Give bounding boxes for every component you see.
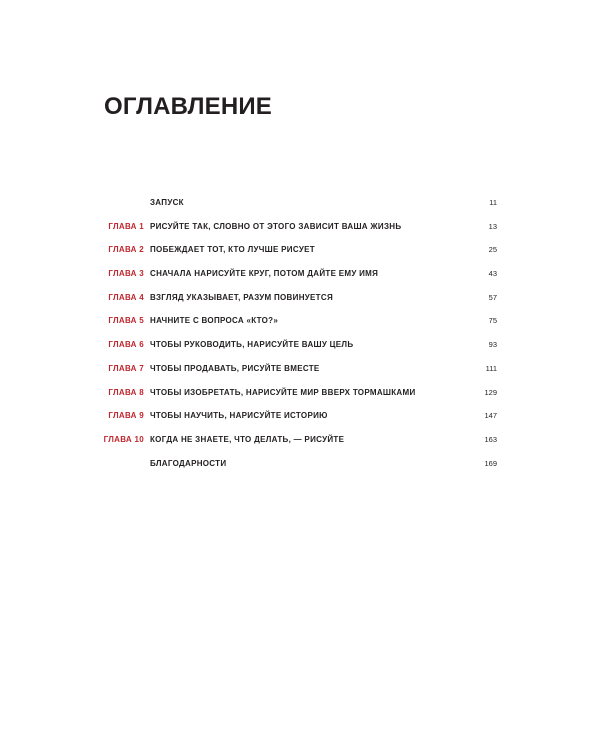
toc-row-acknowledgements <box>0 454 600 478</box>
entry-title: НАЧНИТЕ С ВОПРОСА «КТО?» <box>150 316 279 326</box>
chapter-label: ГЛАВА 8 <box>108 387 144 397</box>
chapter-label: ГЛАВА 9 <box>108 411 144 421</box>
toc-row-chapter-5 <box>0 311 600 335</box>
toc-row-chapter-2 <box>0 240 600 264</box>
page-number: 75 <box>488 316 497 326</box>
entry-title: БЛАГОДАРНОСТИ <box>150 458 227 468</box>
page-number: 163 <box>484 434 497 444</box>
entry-title: КОГДА НЕ ЗНАЕТЕ, ЧТО ДЕЛАТЬ, — РИСУЙТЕ <box>150 434 345 444</box>
toc-row-chapter-10 <box>0 430 600 454</box>
entry-title: СНАЧАЛА НАРИСУЙТЕ КРУГ, ПОТОМ ДАЙТЕ ЕМУ ИМЯ <box>150 269 379 279</box>
chapter-label: ГЛАВА 6 <box>108 340 144 350</box>
chapter-label: ГЛАВА 1 <box>108 221 144 231</box>
chapter-label: ГЛАВА 4 <box>108 292 144 302</box>
entry-title: ЧТОБЫ НАУЧИТЬ, НАРИСУЙТЕ ИСТОРИЮ <box>150 411 328 421</box>
toc-row-chapter-7 <box>0 359 600 383</box>
entry-title: ПОБЕЖДАЕТ ТОТ, КТО ЛУЧШЕ РИСУЕТ <box>150 245 315 255</box>
toc-row-launch <box>0 193 600 217</box>
page-number: 13 <box>488 221 497 231</box>
toc-row-chapter-1 <box>0 217 600 241</box>
entry-title: ВЗГЛЯД УКАЗЫВАЕТ, РАЗУМ ПОВИНУЕТСЯ <box>150 292 333 302</box>
entry-title: ЧТОБЫ РУКОВОДИТЬ, НАРИСУЙТЕ ВАШУ ЦЕЛЬ <box>150 340 354 350</box>
page-number: 57 <box>488 292 497 302</box>
page-number: 147 <box>484 411 497 421</box>
toc-row-chapter-3 <box>0 264 600 288</box>
chapter-label: ГЛАВА 3 <box>108 269 144 279</box>
page-number: 129 <box>484 387 497 397</box>
chapter-label: ГЛАВА 7 <box>108 363 144 373</box>
chapter-label: ГЛАВА 2 <box>108 245 144 255</box>
table-of-contents <box>0 193 600 477</box>
entry-title: ЗАПУСК <box>150 198 184 207</box>
page-number: 43 <box>488 269 497 279</box>
toc-row-chapter-4 <box>0 288 600 312</box>
entry-title: ЧТОБЫ ПРОДАВАТЬ, РИСУЙТЕ ВМЕСТЕ <box>150 363 320 373</box>
entry-title: ЧТОБЫ ИЗОБРЕТАТЬ, НАРИСУЙТЕ МИР ВВЕРХ ТОРМАШКАМИ <box>150 387 416 397</box>
page-number: 111 <box>485 363 497 373</box>
page-number: 169 <box>484 458 497 468</box>
chapter-label: ГЛАВА 10 <box>103 434 144 444</box>
chapter-label: ГЛАВА 5 <box>108 316 144 326</box>
entry-title: РИСУЙТЕ ТАК, СЛОВНО ОТ ЭТОГО ЗАВИСИТ ВАША ЖИЗНЬ <box>150 221 402 231</box>
toc-row-chapter-8 <box>0 383 600 407</box>
page-title: ОГЛАВЛЕНИЕ <box>104 93 273 120</box>
page-number: 11 <box>489 198 497 207</box>
toc-row-chapter-6 <box>0 335 600 359</box>
page-number: 93 <box>488 340 497 350</box>
page-number: 25 <box>488 245 497 255</box>
toc-row-chapter-9 <box>0 406 600 430</box>
